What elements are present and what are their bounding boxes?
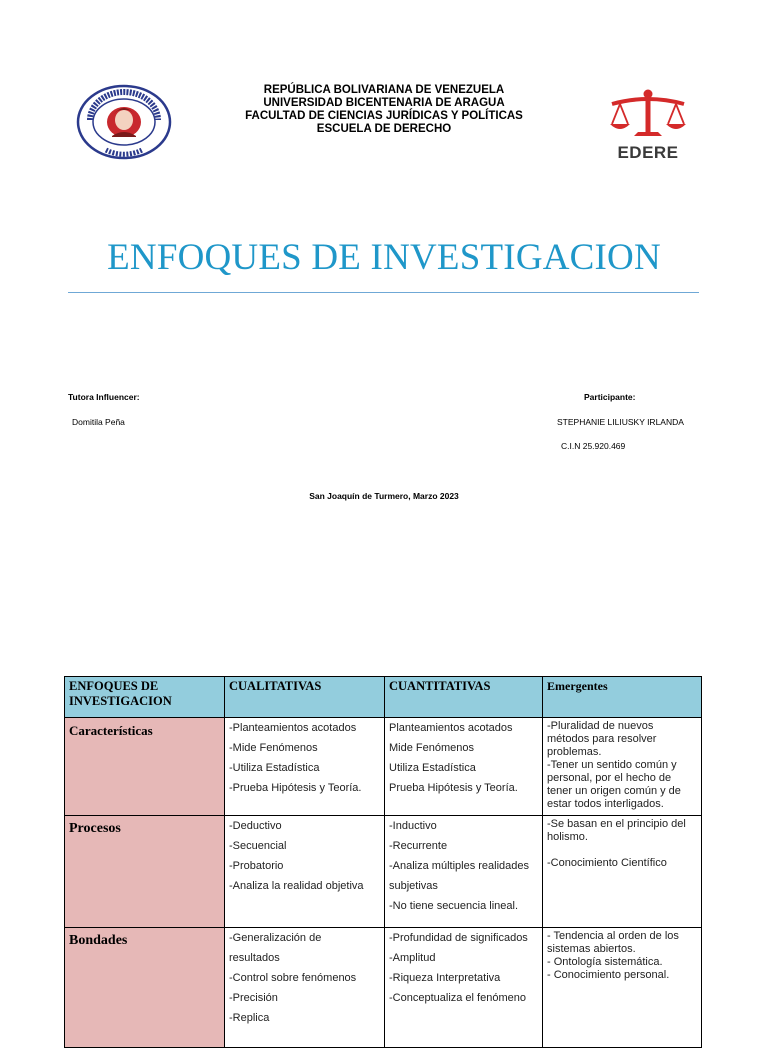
header-emergentes: Emergentes — [543, 677, 702, 718]
list-item: -Conocimiento Científico — [547, 857, 667, 869]
tutor-label: Tutora Influencer: — [68, 392, 140, 402]
list-item: -Analiza múltiples realidades — [389, 860, 530, 872]
list-item: -Replica — [229, 1012, 270, 1024]
participant-name: STEPHANIE LILIUSKY IRLANDA — [557, 417, 684, 427]
list-item: -Generalización de — [229, 932, 322, 944]
list-item: -No tiene secuencia lineal. — [389, 900, 519, 912]
title-divider — [68, 292, 699, 293]
header-republic: REPÚBLICA BOLIVARIANA DE VENEZUELA — [263, 84, 505, 96]
list-item: tener un origen común y de — [547, 785, 681, 797]
list-item: -Conceptualiza el fenómeno — [389, 992, 526, 1004]
list-item: subjetivas — [389, 880, 438, 892]
cell-cuantitativas — [385, 816, 543, 928]
university-seal-logo — [76, 84, 172, 160]
list-item: -Mide Fenómenos — [229, 742, 318, 754]
cell-cualitativas — [225, 718, 385, 816]
list-item: -Profundidad de significados — [389, 932, 528, 944]
cell-emergentes — [543, 718, 702, 816]
list-item: - Tendencia al orden de los — [547, 930, 679, 942]
cell-cualitativas — [225, 816, 385, 928]
cell-cuantitativas — [385, 928, 543, 1048]
edere-logo-text: EDERE — [617, 143, 679, 162]
list-item: -Probatorio — [229, 860, 284, 872]
cell-cualitativas — [225, 928, 385, 1048]
list-item: Planteamientos acotados — [389, 722, 513, 734]
header-cualitativas: CUALITATIVAS — [225, 677, 385, 718]
row-label-bondades: Bondades — [65, 928, 225, 1048]
list-item: -Recurrente — [389, 840, 448, 852]
list-item: -Control sobre fenómenos — [229, 972, 357, 984]
list-item: -Analiza la realidad objetiva — [229, 880, 364, 892]
participant-id: C.I.N 25.920.469 — [561, 441, 626, 451]
list-item: -Riqueza Interpretativa — [389, 972, 501, 984]
edere-logo — [608, 88, 688, 164]
table-header-row — [65, 677, 702, 718]
list-item: métodos para resolver — [547, 733, 657, 745]
list-item: -Inductivo — [389, 820, 437, 832]
list-item: Utiliza Estadística — [389, 762, 476, 774]
list-item: problemas. — [547, 746, 602, 758]
list-item: sistemas abiertos. — [547, 943, 636, 955]
tutor-name: Domitila Peña — [72, 417, 125, 427]
list-item: -Deductivo — [229, 820, 282, 832]
list-item: -Tener un sentido común y — [547, 759, 677, 771]
table-row — [65, 718, 702, 816]
list-item: -Se basan en el principio del — [547, 818, 686, 830]
list-item: resultados — [229, 952, 280, 964]
cell-emergentes — [543, 816, 702, 928]
row-label-caracteristicas: Características — [65, 718, 225, 816]
header-cuantitativas: CUANTITATIVAS — [385, 677, 543, 718]
list-item: -Pluralidad de nuevos — [547, 720, 654, 732]
list-item: -Prueba Hipótesis y Teoría. — [229, 782, 362, 794]
document-title: ENFOQUES DE INVESTIGACION — [107, 237, 661, 278]
list-item: Mide Fenómenos — [389, 742, 474, 754]
list-item: Prueba Hipótesis y Teoría. — [389, 782, 518, 794]
list-item: holismo. — [547, 831, 588, 843]
list-item: - Conocimiento personal. — [547, 969, 670, 981]
list-item: - Ontología sistemática. — [547, 956, 663, 968]
list-item: personal, por el hecho de — [547, 772, 672, 784]
header-university: UNIVERSIDAD BICENTENARIA DE ARAGUA — [263, 97, 505, 109]
list-item: estar todos interligados. — [547, 798, 664, 810]
list-item: -Planteamientos acotados — [229, 722, 357, 734]
list-item: -Utiliza Estadística — [229, 762, 320, 774]
row-label-procesos: Procesos — [65, 816, 225, 928]
place-date: San Joaquín de Turmero, Marzo 2023 — [309, 491, 459, 501]
table-row — [65, 928, 702, 1048]
participant-label: Participante: — [584, 392, 636, 402]
cell-emergentes — [543, 928, 702, 1048]
spacer — [547, 844, 697, 857]
list-item: -Precisión — [229, 992, 278, 1004]
header-enfoques: ENFOQUES DE INVESTIGACION — [65, 677, 225, 718]
cell-cuantitativas — [385, 718, 543, 816]
header-school: ESCUELA DE DERECHO — [316, 123, 452, 135]
header-faculty: FACULTAD DE CIENCIAS JURÍDICAS Y POLÍTICAS — [245, 110, 523, 122]
list-item: -Secuencial — [229, 840, 287, 852]
table-row — [65, 816, 702, 928]
comparison-table — [64, 676, 702, 1048]
list-item: -Amplitud — [389, 952, 436, 964]
